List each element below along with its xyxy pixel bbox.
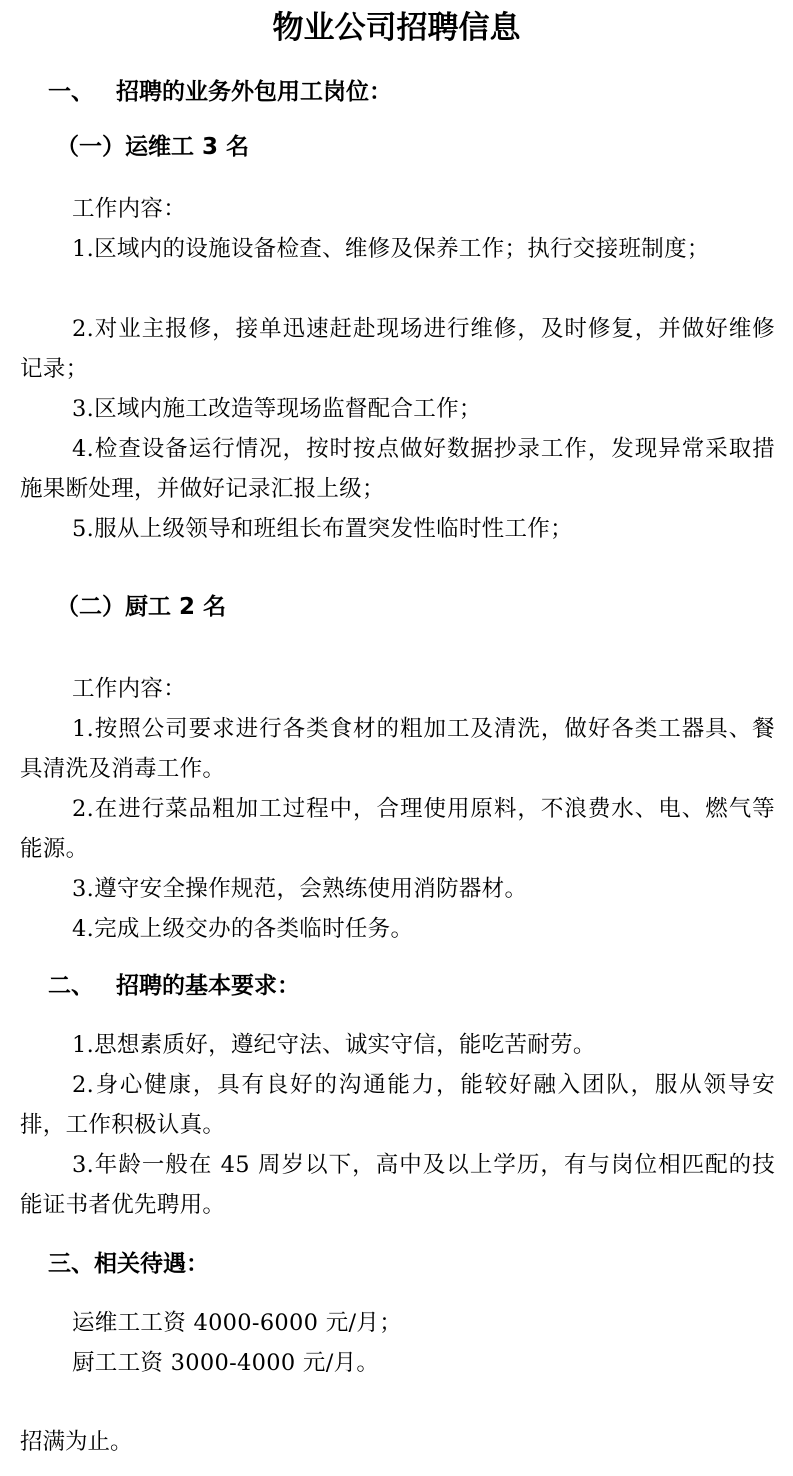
salary-item: 运维工工资 4000-6000 元/月； bbox=[72, 1310, 403, 1336]
duty-item: 1.区域内的设施设备检查、维修及保养工作；执行交接班制度； bbox=[72, 236, 710, 262]
section-1-heading bbox=[48, 76, 788, 108]
duty-item: 3.区域内施工改造等现场监督配合工作； bbox=[72, 396, 482, 422]
requirement-item: 2.身心健康，具有良好的沟通能力，能较好融入团队，服从领导安排，工作积极认真。 bbox=[20, 1072, 775, 1138]
requirement-item: 1.思想素质好，遵纪守法、诚实守信，能吃苦耐劳。 bbox=[72, 1032, 596, 1058]
subsection-2-label: 工作内容： bbox=[72, 676, 187, 702]
section-2-heading bbox=[48, 970, 788, 1002]
section-3-heading: 三、相关待遇： bbox=[48, 1251, 209, 1277]
subsection-1-label: 工作内容： bbox=[72, 196, 187, 222]
section-1-title: 招聘的业务外包用工岗位： bbox=[116, 79, 392, 105]
duty-item: 1.按照公司要求进行各类食材的粗加工及清洗，做好各类工器具、餐具清洗及消毒工作。 bbox=[20, 716, 775, 782]
section-2-number: 二、 bbox=[48, 973, 94, 999]
duty-item: 4.完成上级交办的各类临时任务。 bbox=[72, 916, 414, 942]
page-title: 物业公司招聘信息 bbox=[272, 10, 521, 46]
salary-item: 厨工工资 3000-4000 元/月。 bbox=[72, 1350, 380, 1376]
section-1-number: 一、 bbox=[48, 79, 94, 105]
duty-item: 2.在进行菜品粗加工过程中，合理使用原料，不浪费水、电、燃气等能源。 bbox=[20, 796, 775, 862]
subsection-2-heading: （二）厨工 2 名 bbox=[56, 594, 227, 620]
closing-note: 招满为止。 bbox=[20, 1429, 133, 1455]
requirement-item: 3.年龄一般在 45 周岁以下，高中及以上学历，有与岗位相匹配的技能证书者优先聘用。 bbox=[20, 1152, 775, 1218]
duty-item: 2.对业主报修，接单迅速赶赴现场进行维修，及时修复，并做好维修记录； bbox=[20, 316, 775, 382]
duty-item: 3.遵守安全操作规范，会熟练使用消防器材。 bbox=[72, 876, 528, 902]
subsection-1-heading: （一）运维工 3 名 bbox=[56, 134, 250, 160]
duty-item: 4.检查设备运行情况，按时按点做好数据抄录工作，发现异常采取措施果断处理，并做好记录汇报上级； bbox=[20, 436, 775, 502]
duty-item: 5.服从上级领导和班组长布置突发性临时性工作； bbox=[72, 516, 573, 542]
section-2-title: 招聘的基本要求： bbox=[116, 973, 300, 999]
